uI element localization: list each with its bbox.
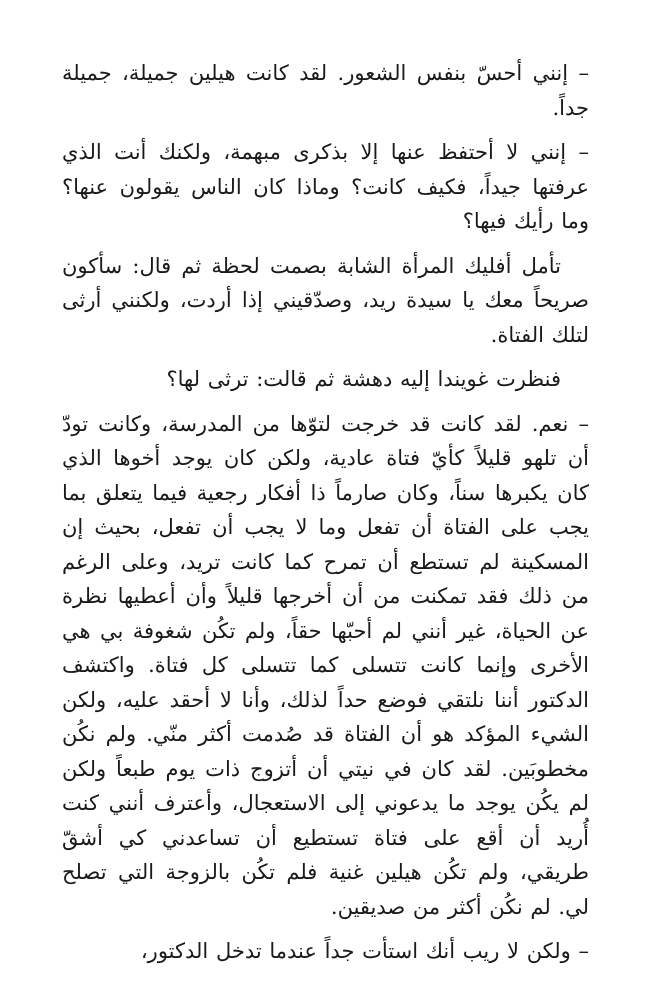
paragraph-2: – إنني لا أحتفظ عنها إلا بذكرى مبهمة، ولكنك أنت الذي عرفتها جيداً، فكيف كانت؟ وماذا كان الناس يقولون عنها؟ وما رأيك فيها؟ — [62, 140, 589, 233]
paragraph-1: – إنني أحسّ بنفس الشعور. لقد كانت هيلين جميلة، جميلة جداً. — [62, 61, 589, 120]
paragraph-4: فنظرت غويندا إليه دهشة ثم قالت: ترثى لها؟ — [166, 367, 561, 391]
paragraph-6: – ولكن لا ريب أنك استأت جداً عندما تدخل الدكتور، — [140, 939, 589, 963]
paragraph-3: تأمل أفليك المرأة الشابة بصمت لحظة ثم قال: سأكون صريحاً معك يا سيدة ريد، وصدّقيني إذا أردت، ولكنني أرثى لتلك الفتاة. — [62, 253, 589, 347]
paragraph-5: – نعم. لقد كانت قد خرجت لتوّها من المدرسة، وكانت تودّ أن تلهو قليلاً كأيّ فتاة عادية، ولكن كان يوجد أخوها الذي كان يكبرها سناً، وكان صارماً ذا أفكار رجعية فيما يتعلق بما يجب على الفتاة أن تفعل وما لا يجب أن تفعل، بحيث إن المسكينة لم تستطع أن تمرح كما كانت تريد، وعلى الرغم من ذلك فقد تمكنت من أن أخرجها قليلاً وأن أعطيها نظرة عن الحياة، غير أنني لم أحبّها حقاً، ولم تكُن شغوفة بي هي الأخرى وإنما كانت تتسلى كما تتسلى كل فتاة. واكتشف الدكتور أننا نلتقي فوضع حداً لذلك، وأنا لا أحقد عليه، ولكن الشيء المؤكد هو أن الفتاة قد صُدمت أكثر منّي. ولم نكُن مخطوبَين. لقد كان في نيتي أن أتزوج ذات يوم طبعاً ولكن لم يكُن يوجد ما يدعوني إلى الاستعجال، وأعترف أنني كنت أُريد أن أقع على فتاة تستطيع أن تساعدني كي أشقّ طريقي، ولم تكُن هيلين غنية فلم تكُن بالزوجة التي تصلح لي. لم نكُن أكثر من صديقين. — [62, 411, 589, 919]
